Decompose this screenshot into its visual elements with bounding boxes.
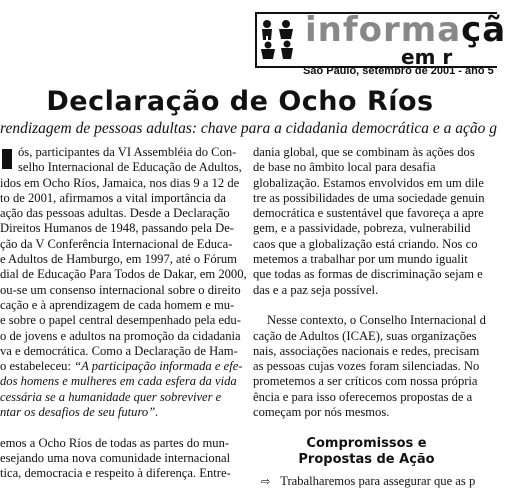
text-line (253, 252, 480, 267)
text-line (0, 436, 238, 451)
text-line-content: e Adultos de Hamburgo, em 1997, até o Fórum (0, 252, 237, 267)
text-line (253, 359, 480, 374)
text-line (0, 328, 241, 344)
text-line-content: ntar os desafios de seu futuro”. (0, 405, 159, 420)
text-line-content: globalização. Estamos envolvidos em um dile (253, 175, 484, 190)
text-line (253, 344, 480, 359)
arrow-bullet-icon: ⇨ (261, 474, 271, 488)
text-line-content: to de 2001, afirmamos a vital importância da (0, 190, 226, 205)
text-line-content: selho Internacional de Educação de Adultos, (18, 160, 242, 175)
text-line-content: ção da V Conferência Internacional de Educa- (0, 236, 233, 251)
text-line-content: de base no âmbito local para desafia (253, 160, 436, 175)
text-line-content: cação e à aprendizagem de cada homem e mu- (0, 297, 235, 312)
quote-start: “A participação informada e efe- (74, 359, 243, 374)
text-line (253, 190, 485, 206)
text-line (0, 420, 238, 435)
text-line-content: gem, e a passividade, pobreza, vulnerabilid (253, 221, 471, 236)
text-line (253, 175, 484, 191)
text-line-content: dial de Educação Para Todos de Dakar, em 2000, (0, 267, 247, 282)
text-line (253, 206, 484, 221)
text-line-content: metemos a trabalhar por um mundo igualit (253, 252, 468, 267)
text-line-content: começam por nós mesmos. (253, 405, 390, 420)
text-line-content: ação das pessoas adultas. Desde a Declaração (0, 206, 230, 221)
text-line-content: ou-se um consenso internacional sobre o direito (0, 282, 241, 297)
text-line (0, 451, 238, 466)
text-line (253, 405, 480, 420)
text-line (253, 313, 486, 328)
text-line-content: que todas as formas de discriminação sejam e (253, 267, 483, 282)
text-line (0, 374, 238, 389)
text-line (253, 283, 480, 298)
text-line-content: prometemos a ser críticos com nossa própria (253, 374, 478, 389)
text-line (0, 206, 238, 221)
section-title-line-1: Compromissos e (306, 435, 427, 451)
text-line (0, 252, 238, 267)
text-line (0, 176, 238, 191)
text-line (0, 313, 241, 328)
text-line (253, 374, 480, 389)
text-line-content: as pessoas cujas vozes foram silenciadas. No (253, 359, 480, 374)
text-line-content: emos a Ocho Ríos de todas as partes do mun- (0, 435, 230, 450)
text-line (0, 282, 241, 298)
text-line-content: Direitos Humanos de 1948, passando pela De- (0, 221, 234, 236)
text-line (0, 221, 238, 236)
text-line (0, 160, 242, 175)
text-line (253, 237, 480, 252)
text-line (0, 344, 238, 359)
text-line-content: idos em Ocho Ríos, Jamaica, nos dias 9 a 12 de (0, 175, 240, 190)
bullet-text: Trabalharemos para assegurar que as p (280, 473, 476, 488)
masthead-dateline: São Paulo, setembro de 2001 - ano 5 (303, 65, 494, 77)
text-line (0, 191, 238, 206)
masthead-title: informaçã (305, 10, 506, 50)
masthead (255, 10, 506, 77)
text-line-content: o estabeleceu: (0, 359, 75, 374)
text-line-content: cação de Adultos (ICAE), suas organizações (253, 328, 477, 343)
text-line (253, 329, 480, 344)
text-line-content: ós, participantes da VI Assembléia do Con- (18, 145, 237, 159)
text-column-left (0, 145, 247, 482)
text-line-content: Nesse contexto, o Conselho Internacional d (267, 313, 486, 328)
text-line-content: va e democrática. Como a Declaração de Ham- (0, 343, 238, 358)
masthead-subtitle: em r (401, 45, 453, 69)
text-line-content: das e a paz seja possível. (253, 282, 379, 297)
text-line-content: caos que a globalização está criando. Nos co (253, 236, 478, 251)
text-line-content: esejando uma nova comunidade internacional (0, 450, 231, 465)
text-line-content: tre as possibilidades de uma sociedade genuin (253, 190, 485, 205)
text-line (0, 237, 238, 252)
text-line (0, 405, 238, 420)
text-line-content: democrática e sustentável que favoreça a apre (253, 206, 484, 221)
text-line-content: tica, democracia e respeito à diferença. Entre- (0, 466, 231, 481)
article-subtitle: rendizagem de pessoas adultas: chave para a cidadania democrática e a ação g (0, 120, 498, 137)
text-line-content: ência e para isso oferecemos propostas de a (253, 389, 473, 404)
text-line-content: nais, associações nacionais e redes, precisam (253, 343, 480, 358)
text-line (253, 145, 480, 160)
text-line (253, 390, 480, 405)
text-line-content: o de jovens e adultos na promoção da cidadania (0, 328, 241, 343)
bullet-item (253, 474, 480, 489)
text-line (0, 298, 238, 313)
text-line (0, 267, 247, 282)
section-title-line-2: Propostas de Ação (298, 451, 435, 467)
text-line (253, 160, 480, 175)
text-column-right (253, 145, 486, 489)
text-line-content: dania global, que se combinam às ações dos (253, 145, 475, 159)
text-line (0, 359, 243, 374)
text-line (0, 145, 238, 160)
text-line (0, 390, 238, 405)
people-logo-icon (259, 18, 297, 60)
text-line (253, 298, 480, 313)
text-line (253, 221, 480, 236)
text-line-content: dos homens e mulheres em cada esfera da vida (0, 374, 237, 389)
text-line (0, 466, 238, 481)
text-line (253, 267, 483, 282)
text-line-content: e sobre o papel central desempenhado pela edu- (0, 313, 241, 328)
text-line-content: cessária se a humanidade quer sobreviver e (0, 389, 222, 404)
article-title: Declaração de Ocho Ríos (46, 86, 434, 117)
